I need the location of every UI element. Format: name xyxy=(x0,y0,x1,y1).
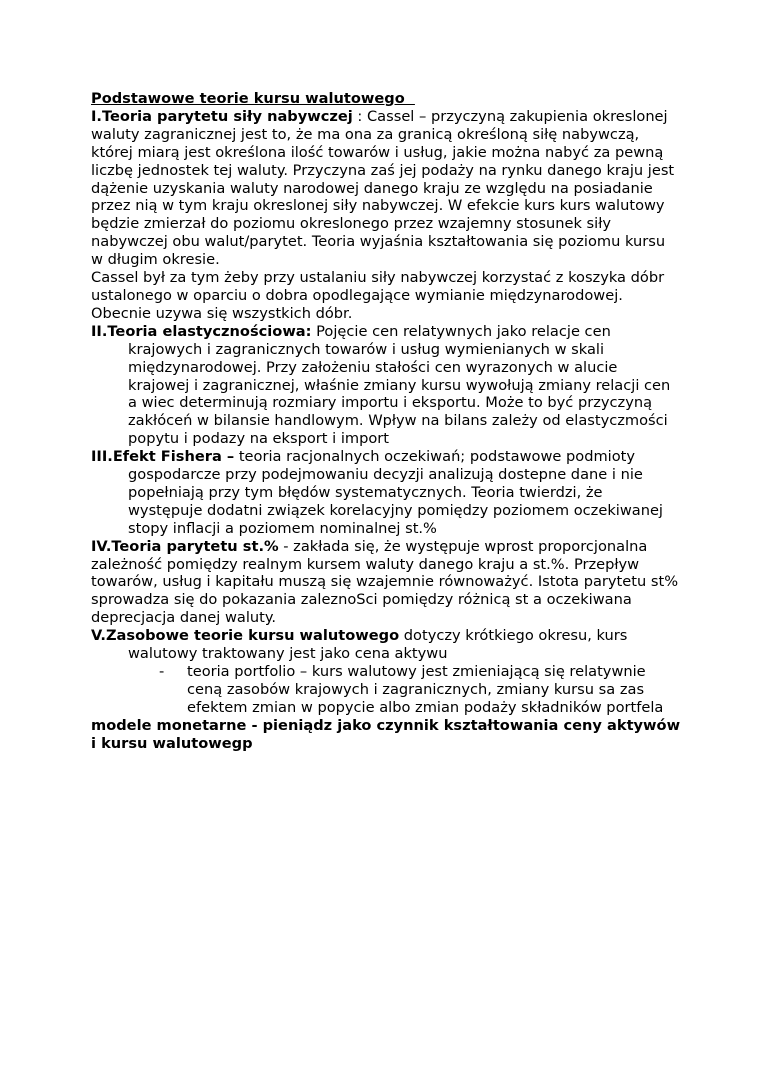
section-5-bullet xyxy=(159,663,681,717)
section-6-heading: modele monetarne - pieniądz jako czynnik kształtowania ceny aktywów i kursu walutowegp xyxy=(91,716,681,752)
section-1-text: : Cassel – przyczyną zakupienia okreslonej waluty zagranicznej jest to, że ma ona za granicą określoną siłę nabywczą, której miarą jest określona ilość towarów i usług, jakie można nabyć za pewną liczbę jednostek tej waluty. Przyczyna zaś jej podaży na rynku danego kraju jest dążenie uzyskania waluty narodowej danego kraju ze względu na posiadanie przez nią w tym kraju okreslonej siły nabywczej. W efekcie kurs kurs walutowy będzie zmierzał do poziomu okreslonego przez wzajemny stosunek siły nabywczej obu walut/parytet. Teoria wyjaśnia kształtowania się poziomu kursu w długim okresie. xyxy=(91,107,675,269)
section-6 xyxy=(91,717,681,753)
section-5 xyxy=(91,627,681,663)
section-2 xyxy=(91,323,681,448)
section-3-text: teoria racjonalnych oczekiwań; podstawowe podmioty gospodarcze przy podejmowaniu decyzji analizują dostepne dane i nie popełniają przy tym błędów systematycznych. Teoria twierdzi, że występuje dodatni związek korelacyjny pomiędzy poziomem oczekiwanej stopy inflacji a poziomem nominalnej st.% xyxy=(128,448,663,537)
section-4 xyxy=(91,538,681,628)
bullet-text: teoria portfolio – kurs walutowy jest zmieniającą się relatywnie ceną zasobów krajowych i zagranicznych, zmiany kursu sa zas efektem zmian w popycie albo zmian podaży składników portfela xyxy=(187,663,664,716)
section-1-paragraph-2: Cassel był za tym żeby przy ustalaniu siły nabywczej korzystać z koszyka dóbr ustalonego w oparciu o dobra opodlegające wymianie międzynarodowej. Obecnie uzywa się wszystkich dóbr. xyxy=(91,269,665,322)
section-4-text: - zakłada się, że występuje wprost proporcjonalna zależność pomiędzy realnym kursem waluty danego kraju a st.%. Przepływ towarów, usług i kapitału muszą się wzajemnie równoważyć. Istota parytetu st% sprowadza się do pokazania zaleznoSci pomiędzy różnicą st a oczekiwana deprecjacja danej waluty. xyxy=(91,537,679,627)
section-2-heading: II.Teoria elastycznościowa: xyxy=(91,322,312,340)
section-3-heading: III.Efekt Fishera – xyxy=(91,448,235,466)
section-4-heading: IV.Teoria parytetu st.% xyxy=(91,537,279,555)
section-2-text: Pojęcie cen relatywnych jako relacje cen krajowych i zagranicznych towarów i usług wymienianych w skali międzynarodowej. Przy założeniu stałości cen wyrazonych w alucie krajowej i zagranicznej, właśnie zmiany kursu wywołują zmiany relacji cen a wiec determinują rozmiary importu i eksportu. Może to być przyczyną zakłóceń w bilansie handlowym. Wpływ na bilans zależy od elastyczmości popytu i podazy na eksport i import xyxy=(128,322,671,448)
document-title: Podstawowe teorie kursu walutowego xyxy=(91,90,415,107)
section-1-heading: I.Teoria parytetu siły nabywczej xyxy=(91,107,353,125)
section-5-text: dotyczy krótkiego okresu, kurs walutowy traktowany jest jako cena aktywu xyxy=(128,627,628,663)
bullet-dash: - xyxy=(159,663,165,680)
document-page xyxy=(91,90,681,753)
section-3 xyxy=(91,448,681,538)
section-1 xyxy=(91,108,681,269)
section-5-heading: V.Zasobowe teorie kursu walutowego xyxy=(91,627,400,645)
